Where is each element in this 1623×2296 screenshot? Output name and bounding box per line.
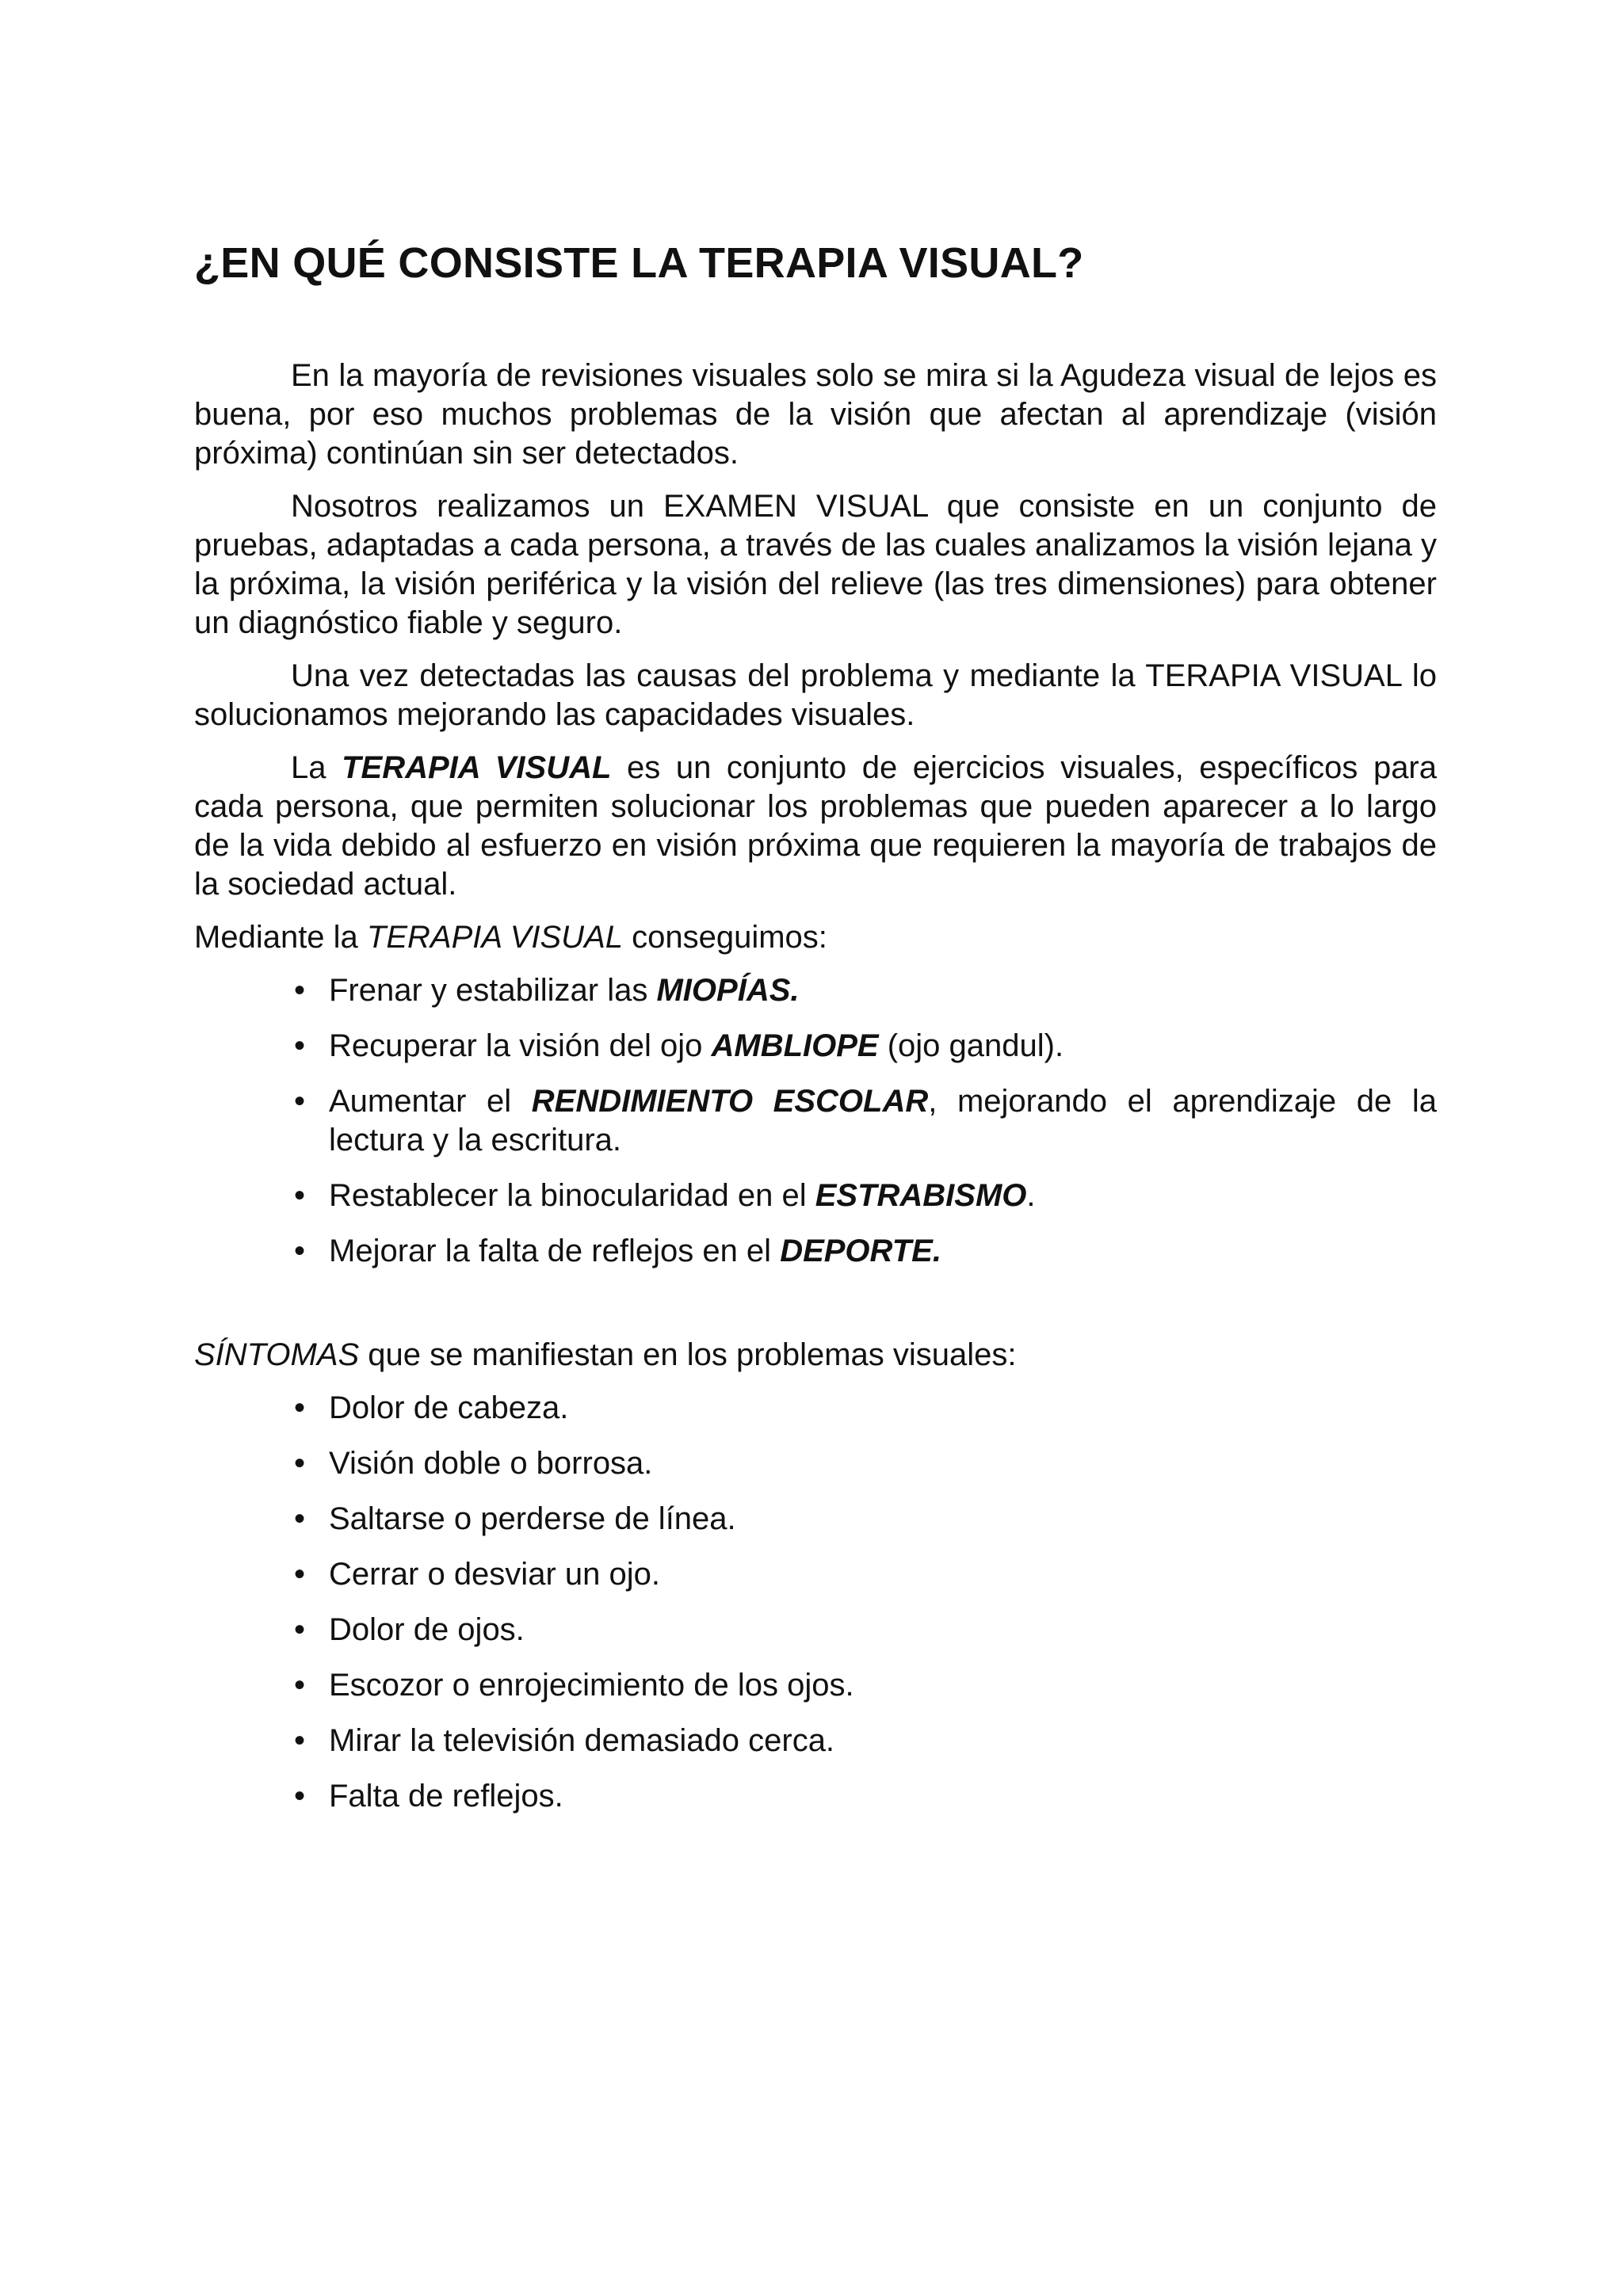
benefit-item-post: . xyxy=(1026,1178,1036,1213)
bullet-icon: • xyxy=(293,1723,305,1758)
bullet-icon: • xyxy=(293,1779,305,1814)
benefit-item xyxy=(293,1177,1437,1215)
benefits-list xyxy=(194,971,1437,1271)
benefit-item-post: , mejorando el aprendizaje de la lectura y la escritura. xyxy=(329,1084,1437,1158)
symptoms-intro-emphasis: SÍNTOMAS xyxy=(194,1337,360,1372)
benefit-item-emphasis: AMBLIOPE xyxy=(711,1028,879,1063)
bullet-icon: • xyxy=(293,1446,305,1481)
benefit-item xyxy=(293,1232,1437,1271)
benefit-item xyxy=(293,1027,1437,1066)
symptom-item-text: Dolor de cabeza. xyxy=(329,1390,569,1425)
symptom-item xyxy=(293,1389,1437,1428)
benefit-item xyxy=(293,971,1437,1010)
symptom-item-text: Falta de reflejos. xyxy=(329,1779,563,1814)
benefit-item-text: Aumentar el xyxy=(329,1084,532,1119)
bullet-icon: • xyxy=(293,1501,305,1536)
symptoms-intro xyxy=(194,1336,1437,1375)
benefit-item-text: Restablecer la binocularidad en el xyxy=(329,1178,815,1213)
bullet-icon: • xyxy=(293,1178,305,1213)
document-body xyxy=(194,357,1437,1816)
bullet-icon: • xyxy=(293,1390,305,1425)
paragraph-definicion-emphasis: TERAPIA VISUAL xyxy=(342,750,612,785)
bullet-icon: • xyxy=(293,1557,305,1592)
bullet-icon: • xyxy=(293,1234,305,1268)
symptom-item-text: Cerrar o desviar un ojo. xyxy=(329,1557,660,1592)
paragraph-revisiones: En la mayoría de revisiones visuales solo se mira si la Agudeza visual de lejos es buena, por eso muchos problemas de la visión que afectan al aprendizaje (visión próxima) continúan sin ser detectados. xyxy=(194,358,1437,471)
document-content xyxy=(194,231,1437,1833)
bullet-icon: • xyxy=(293,1028,305,1063)
symptom-item-text: Saltarse o perderse de línea. xyxy=(329,1501,736,1536)
benefit-item-text: Mejorar la falta de reflejos en el xyxy=(329,1234,781,1268)
benefit-item-text: Recuperar la visión del ojo xyxy=(329,1028,712,1063)
benefits-intro xyxy=(194,918,1437,957)
benefit-item-post: (ojo gandul). xyxy=(878,1028,1064,1063)
page-title: ¿EN QUÉ CONSISTE LA TERAPIA VISUAL? xyxy=(194,239,1084,287)
benefit-item-emphasis: ESTRABISMO xyxy=(815,1178,1027,1213)
symptom-item xyxy=(293,1444,1437,1483)
paragraph-causas: Una vez detectadas las causas del problema y mediante la TERAPIA VISUAL lo solucionamos mejorando las capacidades visuales. xyxy=(194,658,1437,732)
paragraph-definicion-terapia xyxy=(194,749,1437,904)
symptom-item xyxy=(293,1500,1437,1539)
symptom-item-text: Dolor de ojos. xyxy=(329,1612,525,1647)
benefit-item-emphasis: DEPORTE. xyxy=(780,1234,941,1268)
symptom-item xyxy=(293,1666,1437,1705)
symptoms-list xyxy=(194,1389,1437,1816)
paragraph-examen-visual: Nosotros realizamos un EXAMEN VISUAL que consiste en un conjunto de pruebas, adaptadas a cada persona, a través de las cuales analizamos la visión lejana y la próxima, la visión periférica y la visión del relieve (las tres dimensiones) para obtener un diagnóstico fiable y seguro. xyxy=(194,489,1437,640)
benefit-item xyxy=(293,1082,1437,1160)
paragraph-definicion-post: es un conjunto de ejercicios visuales, específicos para cada persona, que permiten solucionar los problemas que pueden aparecer a lo largo de la vida debido al esfuerzo en visión próxima que requieren la mayoría de trabajos de la sociedad actual. xyxy=(194,750,1438,902)
benefit-item-emphasis: MIOPÍAS. xyxy=(656,973,800,1008)
symptom-item-text: Visión doble o borrosa. xyxy=(329,1446,653,1481)
benefit-item-text: Frenar y estabilizar las xyxy=(329,973,657,1008)
symptom-item xyxy=(293,1722,1437,1760)
symptom-item xyxy=(293,1555,1437,1594)
symptoms-intro-post: que se manifiestan en los problemas visuales: xyxy=(359,1337,1017,1372)
benefits-intro-post: conseguimos: xyxy=(623,920,827,955)
bullet-icon: • xyxy=(293,1084,305,1119)
benefit-item-emphasis: RENDIMIENTO ESCOLAR xyxy=(531,1084,929,1119)
benefits-intro-pre: Mediante la xyxy=(194,920,367,955)
symptom-item xyxy=(293,1611,1437,1650)
benefits-intro-emphasis: TERAPIA VISUAL xyxy=(366,920,623,955)
paragraph-definicion-pre: La xyxy=(291,750,342,785)
symptom-item xyxy=(293,1777,1437,1816)
symptom-item-text: Mirar la televisión demasiado cerca. xyxy=(329,1723,835,1758)
bullet-icon: • xyxy=(293,1612,305,1647)
symptom-item-text: Escozor o enrojecimiento de los ojos. xyxy=(329,1668,854,1703)
bullet-icon: • xyxy=(293,973,305,1008)
bullet-icon: • xyxy=(293,1668,305,1703)
